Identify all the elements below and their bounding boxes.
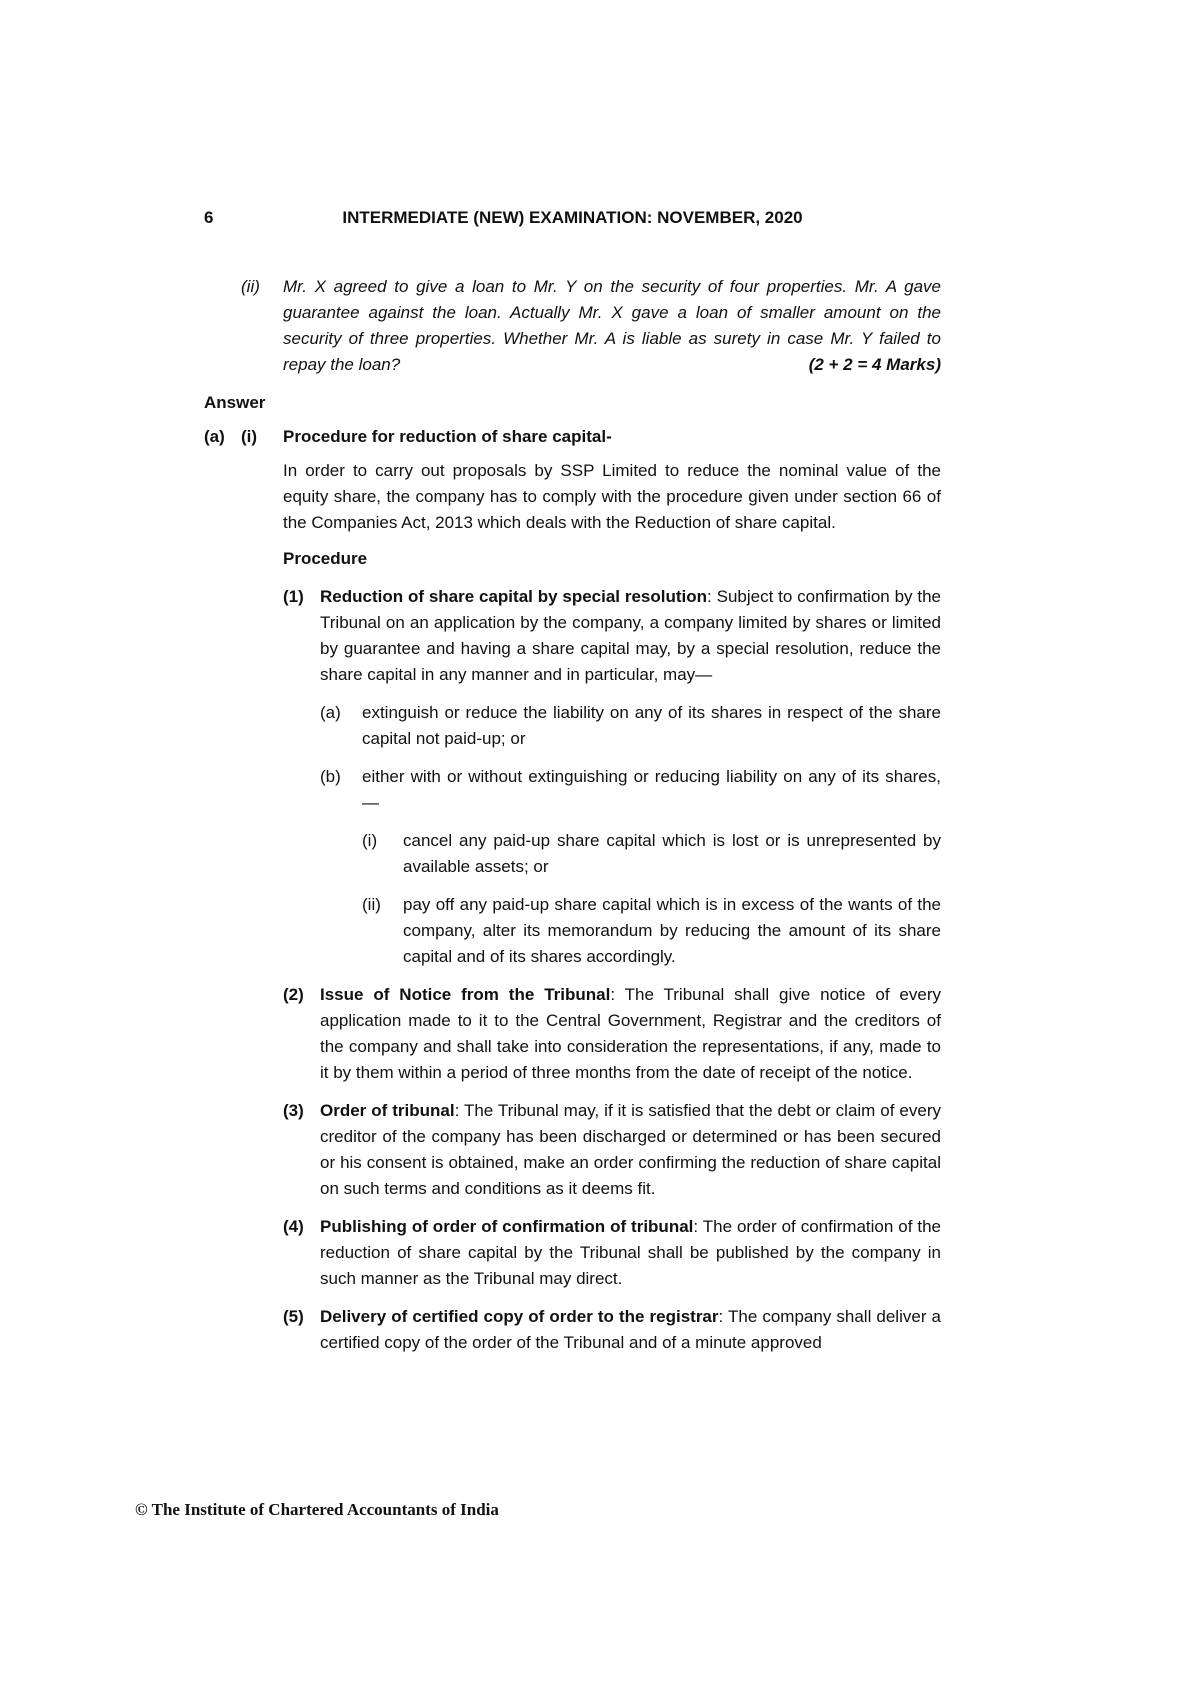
item-lead: Order of tribunal xyxy=(320,1101,455,1120)
procedure-item-5 xyxy=(283,1304,941,1356)
item-body xyxy=(320,982,941,1086)
procedure-item-1b xyxy=(320,764,941,970)
item-lead: Issue of Notice from the Tribunal xyxy=(320,985,611,1004)
answer-title-row xyxy=(204,424,941,450)
procedure-item-1b-ii xyxy=(362,892,941,970)
document-title: INTERMEDIATE (NEW) EXAMINATION: NOVEMBER, 2020 xyxy=(342,208,803,227)
procedure-item-1 xyxy=(283,584,941,970)
item-body xyxy=(362,700,941,752)
question-block xyxy=(204,274,941,378)
item-rest: : The Tribunal shall give notice of every application made to it to the Central Government, Registrar and the creditors of the company and shall take into consideration the representations, if any, made to it by them within a period of three months from the date of receipt of the notice. xyxy=(320,985,942,1082)
item-rest: : The company shall deliver a certified copy of the order of the Tribunal and of a minute approved xyxy=(320,1307,941,1352)
question-marks: (2 + 2 = 4 Marks) xyxy=(801,352,941,378)
item-rest: : The order of confirmation of the reduction of share capital by the Tribunal shall be published by the company in such manner as the Tribunal may direct. xyxy=(320,1217,941,1288)
item-number: (i) xyxy=(362,831,378,850)
item-text xyxy=(320,584,941,688)
item-number: (4) xyxy=(283,1217,304,1236)
answer-subpart-label: (i) xyxy=(241,427,258,446)
copyright-footer: © The Institute of Chartered Accountants of India xyxy=(135,1500,499,1519)
page-content xyxy=(204,205,941,1356)
item-text: extinguish or reduce the liability on any of its shares in respect of the share capital not paid-up; or xyxy=(362,703,941,748)
answer-body xyxy=(283,458,941,1356)
item-rest: : The Tribunal may, if it is satisfied that the debt or claim of every creditor of the company has been discharged or determined or has been secured or his consent is obtained, make an order confirming the reduction of share capital on such terms and conditions as it deems fit. xyxy=(320,1101,941,1198)
item-number: (1) xyxy=(283,587,304,606)
item-number: (2) xyxy=(283,985,304,1004)
question-label: (ii) xyxy=(241,277,260,296)
question-text: Mr. X agreed to give a loan to Mr. Y on the security of four properties. Mr. A gave guarantee against the loan. Actually Mr. X gave a loan of smaller amount on the security of three properties. Whether Mr. A is liable as surety in case Mr. Y failed to repay the loan? xyxy=(283,277,941,374)
answer-title: Procedure for reduction of share capital- xyxy=(283,427,612,446)
item-body xyxy=(320,1214,941,1292)
answer-intro: In order to carry out proposals by SSP Limited to reduce the nominal value of the equity share, the company has to comply with the procedure given under section 66 of the Companies Act, 2013 which deals with the Reduction of share capital. xyxy=(283,461,941,532)
item-body xyxy=(403,892,941,970)
answer-heading: Answer xyxy=(204,393,266,412)
item-number: (ii) xyxy=(362,895,381,914)
item-number: (5) xyxy=(283,1307,304,1326)
item-text xyxy=(320,982,941,1086)
item-rest: : Subject to confirmation by the Tribunal on an application by the company, a company limited by shares or limited by guarantee and having a share capital may, by a special resolution, reduce the share capital in any manner and in particular, may— xyxy=(320,587,942,684)
procedure-heading: Procedure xyxy=(283,549,368,568)
item-lead: Delivery of certified copy of order to the registrar xyxy=(320,1307,719,1326)
procedure-item-2 xyxy=(283,982,941,1086)
item-number: (a) xyxy=(320,703,341,722)
procedure-item-4 xyxy=(283,1214,941,1292)
item-text: cancel any paid-up share capital which is lost or is unrepresented by available assets; or xyxy=(403,831,941,876)
page-header xyxy=(204,205,941,231)
item-body xyxy=(320,584,941,970)
procedure-item-1a xyxy=(320,700,941,752)
question-body xyxy=(283,274,941,378)
item-number: (b) xyxy=(320,767,341,786)
item-body xyxy=(320,1304,941,1356)
item-lead: Reduction of share capital by special resolution xyxy=(320,587,708,606)
item-body xyxy=(403,828,941,880)
item-number: (3) xyxy=(283,1101,304,1120)
item-text xyxy=(320,1304,941,1356)
procedure-item-1b-i xyxy=(362,828,941,880)
procedure-item-3 xyxy=(283,1098,941,1202)
page-number: 6 xyxy=(204,208,214,227)
item-text: either with or without extinguishing or reducing liability on any of its shares,— xyxy=(362,767,941,812)
item-lead: Publishing of order of confirmation of tribunal xyxy=(320,1217,694,1236)
item-text xyxy=(320,1214,941,1292)
item-body xyxy=(362,764,941,970)
answer-part-label: (a) xyxy=(204,427,225,446)
item-text xyxy=(320,1098,941,1202)
item-text: pay off any paid-up share capital which is in excess of the wants of the company, alter its memorandum by reducing the amount of its share capital and of its shares accordingly. xyxy=(403,895,941,966)
item-body xyxy=(320,1098,941,1202)
